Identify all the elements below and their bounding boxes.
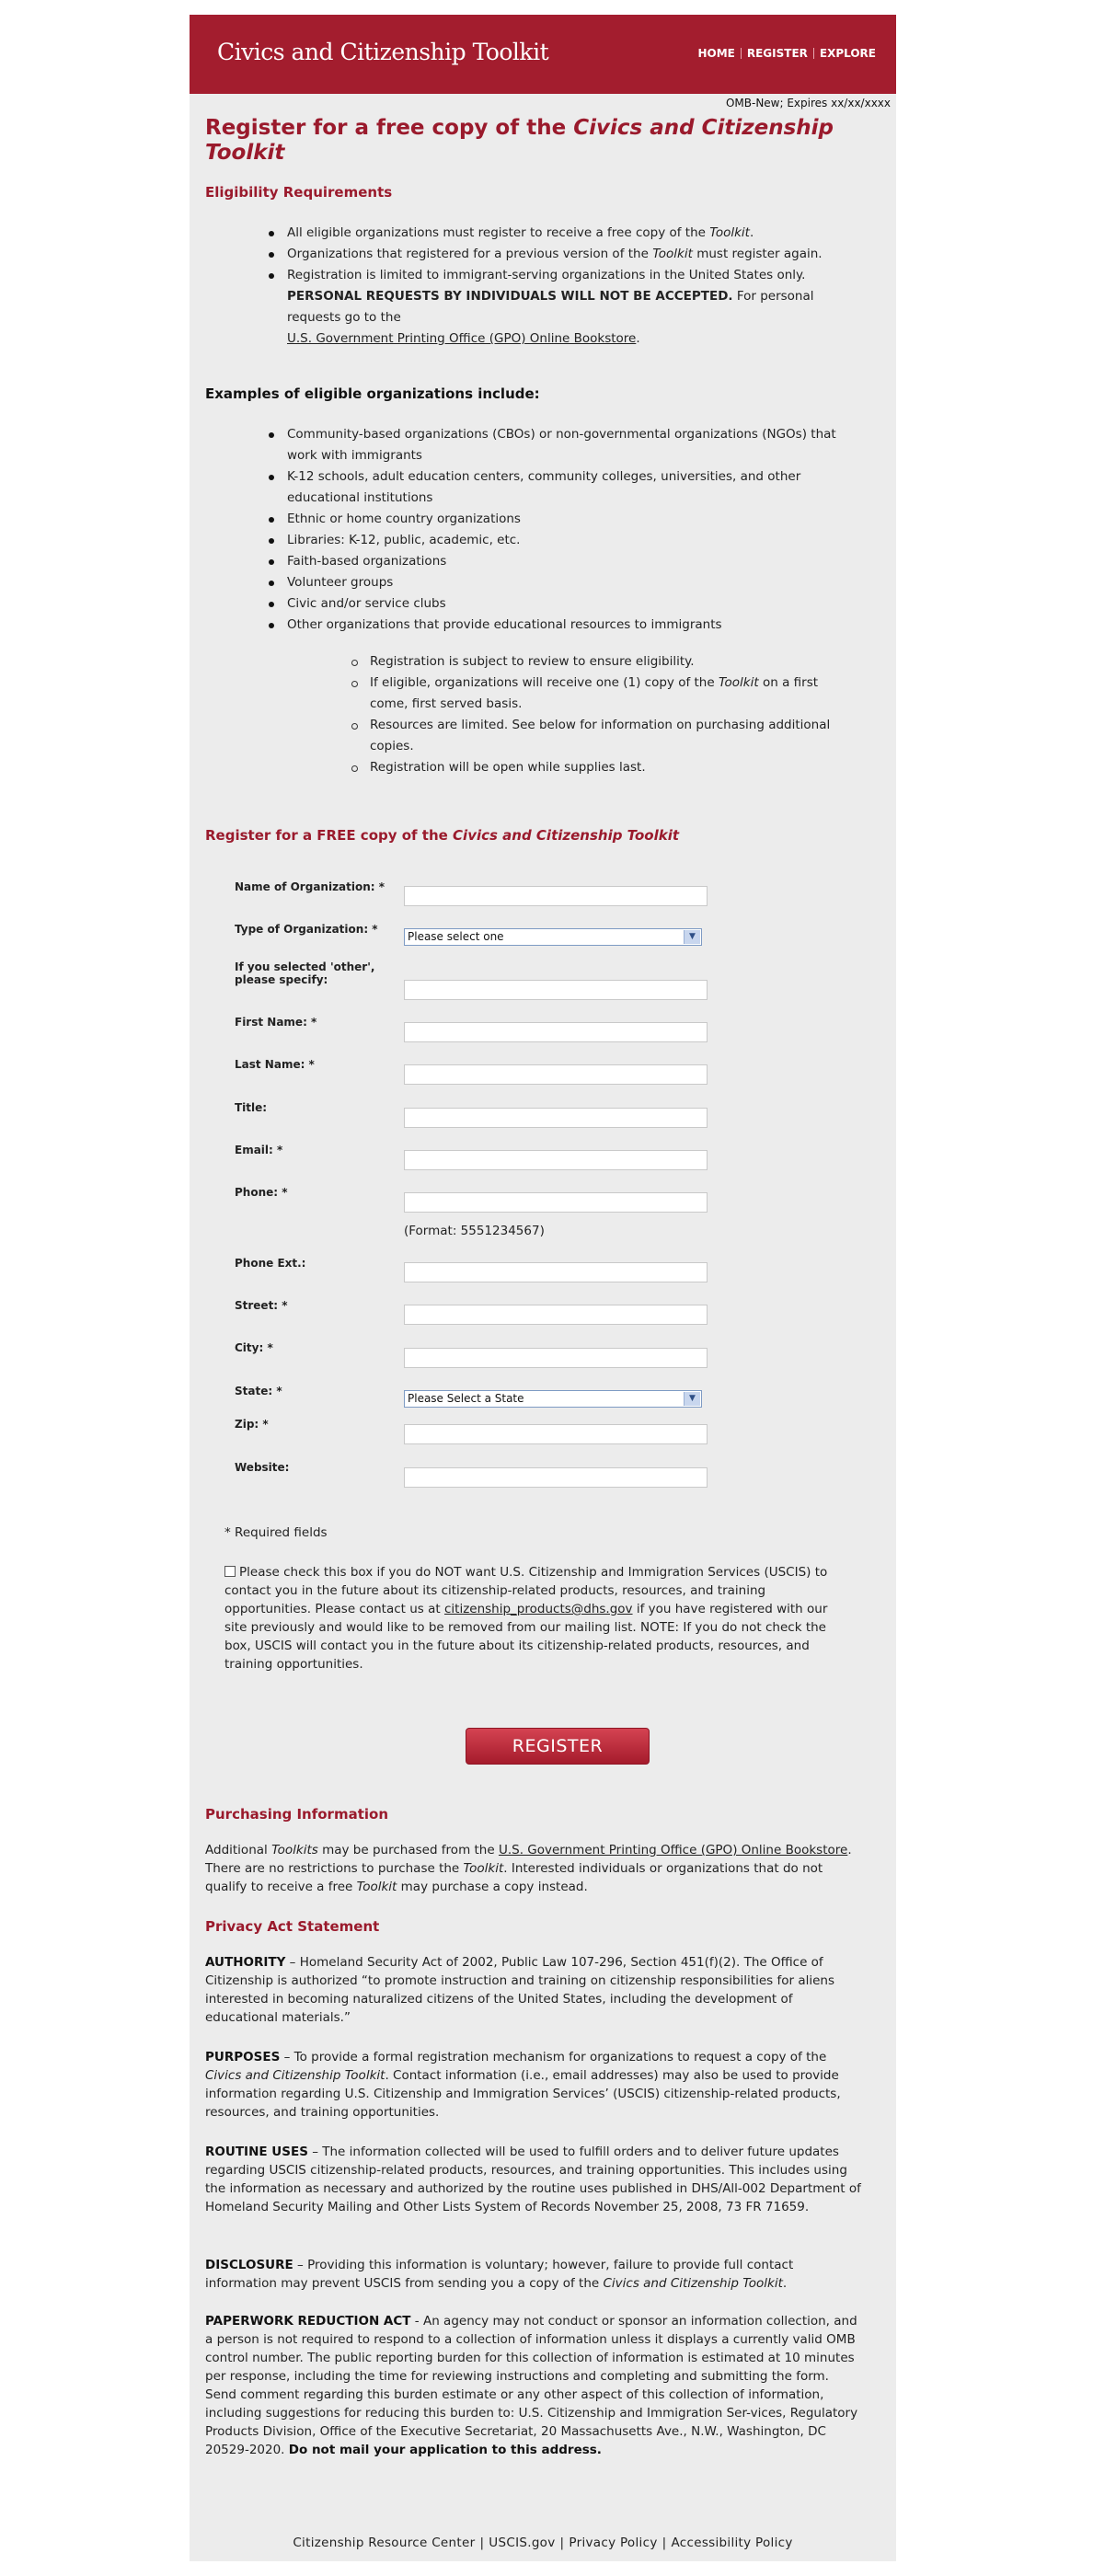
nav-register[interactable]: REGISTER (746, 47, 808, 60)
footer-link-accessibility[interactable]: Accessibility Policy (671, 2536, 793, 2550)
omb-notice: OMB-New; Expires xx/xx/xxxx (725, 97, 891, 109)
page-container (190, 15, 896, 2561)
footer-links: Citizenship Resource Center | USCIS.gov | Privacy Policy | Accessibility Policy (293, 2536, 793, 2550)
eligibility-list (287, 223, 848, 350)
list-item: Organizations that registered for a previous version of the Toolkit must register again. (287, 244, 848, 265)
last-name-input[interactable] (404, 1064, 708, 1085)
nav-explore[interactable]: EXPLORE (819, 47, 876, 60)
contact-email-link[interactable]: citizenship_products@dhs.gov (443, 1602, 633, 1616)
purchasing-heading: Purchasing Information (205, 1806, 389, 1823)
first-name-label: First Name: * (235, 1016, 317, 1029)
email-field[interactable] (404, 1150, 708, 1170)
state-label: State: * (235, 1385, 282, 1397)
list-item: K-12 schools, adult education centers, community colleges, universities, and other educational institutions (287, 466, 839, 509)
city-input[interactable] (404, 1348, 708, 1368)
first-name-input[interactable] (404, 1022, 708, 1042)
chevron-down-icon: ▼ (684, 1392, 700, 1406)
city-label: City: * (235, 1341, 273, 1354)
list-item: Libraries: K-12, public, academic, etc. (287, 530, 839, 551)
title-input[interactable] (404, 1108, 708, 1128)
phone-input[interactable] (404, 1192, 708, 1213)
register-button[interactable]: REGISTER (466, 1728, 650, 1765)
zip-label: Zip: * (235, 1418, 269, 1431)
examples-list (287, 424, 839, 636)
disclosure-text: DISCLOSURE – Providing this information is voluntary; however, failure to provide full contact information may prevent USCIS from sending you a copy of the Civics and Citizenship Toolkit. (205, 2258, 794, 2291)
routine-uses-text: ROUTINE USES – The information collected will be used to fulfill orders and to deliver future updates regarding USCIS citizenship-related products, resources, and training opportunities. This includes using the information as necessary and authorized by the routine uses published in DHS/All-002 Department of Homeland Security Mailing and Other Lists System of Records November 25, 2008, 73 FR 71659. (205, 2145, 861, 2214)
page-title: Register for a free copy of the Civics and Citizenship Toolkit (205, 116, 834, 165)
org-type-label: Type of Organization: * (235, 923, 378, 936)
eligibility-notes-list (370, 651, 848, 778)
examples-heading: Examples of eligible organizations include: (205, 385, 540, 402)
org-name-label: Name of Organization: * (235, 880, 385, 893)
phone-ext-label: Phone Ext.: (235, 1257, 306, 1270)
list-item: If eligible, organizations will receive one (1) copy of the Toolkit on a first come, first served basis. (370, 673, 848, 715)
org-type-select[interactable]: Please select one ▼ (404, 928, 702, 946)
list-item: Ethnic or home country organizations (287, 509, 839, 530)
other-specify-label: If you selected 'other', please specify: (235, 960, 375, 986)
phone-format-hint: (Format: 5551234567) (404, 1224, 545, 1238)
website-input[interactable] (404, 1467, 708, 1488)
title-label: Title: (235, 1101, 268, 1114)
state-select[interactable]: Please Select a State ▼ (404, 1390, 702, 1408)
authority-text: AUTHORITY – Homeland Security Act of 2002, Public Law 107-296, Section 451(f)(2). The Office of Citizenship is authorized “to promote instruction and training on citizenship responsibilities for aliens interested in becoming naturalized citizens of the United States, including the development of educational materials.” (205, 1955, 835, 2025)
street-label: Street: * (235, 1299, 288, 1312)
top-nav (692, 47, 881, 60)
list-item: All eligible organizations must register to receive a free copy of the Toolkit. (287, 223, 848, 244)
form-heading: Register for a FREE copy of the Civics and Citizenship Toolkit (205, 827, 680, 844)
eligibility-heading: Eligibility Requirements (205, 184, 393, 201)
org-name-input[interactable] (404, 886, 708, 906)
privacy-heading: Privacy Act Statement (205, 1918, 380, 1935)
website-label: Website: (235, 1461, 290, 1474)
gpo-bookstore-link[interactable]: U.S. Government Printing Office (GPO) Online Bookstore (498, 1843, 848, 1857)
required-fields-note: * Required fields (224, 1525, 328, 1540)
email-label: Email: * (235, 1144, 283, 1156)
street-input[interactable] (404, 1305, 708, 1325)
paperwork-text: PAPERWORK REDUCTION ACT - An agency may not conduct or sponsor an information collection, and a person is not required to respond to a collection of information unless it displays a currently valid OMB control number. The public reporting burden for this collection of information is estimated at 10 minutes per response, including the time for reviewing instructions and completing and submitting the form. Send comment regarding this burden estimate or any other aspect of this collection of information, including suggestions for reducing this burden to: U.S. Citizenship and Immigration Ser-vices, Regulatory Products Division, Office of the Executive Secretariat, 20 Massachusetts Ave., N.W., Washington, DC 20529-2020. Do not mail your application to this address. (205, 2314, 858, 2457)
purchasing-text: Additional Toolkits may be purchased from the U.S. Government Printing Office (GPO) Online Bookstore. There are no restrictions to purchase the Toolkit. Interested individuals or organizations that do not qualify to receive a free Toolkit may purchase a copy instead. (205, 1843, 852, 1894)
site-logo[interactable]: Civics and Citizenship Toolkit (217, 39, 549, 65)
list-item: Faith-based organizations (287, 551, 839, 572)
optout-checkbox[interactable] (224, 1566, 236, 1577)
list-item: Volunteer groups (287, 572, 839, 593)
last-name-label: Last Name: * (235, 1058, 315, 1071)
list-item: Registration will be open while supplies last. (370, 757, 848, 778)
list-item: Other organizations that provide educational resources to immigrants (287, 615, 839, 636)
other-specify-input[interactable] (404, 980, 708, 1000)
nav-home[interactable]: HOME (697, 47, 735, 60)
list-item: Civic and/or service clubs (287, 593, 839, 615)
list-item: Resources are limited. See below for information on purchasing additional copies. (370, 715, 848, 757)
list-item: Registration is subject to review to ensure eligibility. (370, 651, 848, 673)
zip-input[interactable] (404, 1424, 708, 1444)
list-item: Registration is limited to immigrant-serving organizations in the United States only. PERSONAL REQUESTS BY INDIVIDUALS WILL NOT BE ACCEPTED. For personal requests go to the U.S. Government Printing Office (GPO) Online Bookstore. (287, 265, 848, 350)
footer-link-uscis[interactable]: USCIS.gov (489, 2536, 556, 2550)
footer-link-resource-center[interactable]: Citizenship Resource Center (293, 2536, 476, 2550)
list-item: Community-based organizations (CBOs) or non-governmental organizations (NGOs) that work with immigrants (287, 424, 839, 466)
purposes-text: PURPOSES – To provide a formal registration mechanism for organizations to request a copy of the Civics and Citizenship Toolkit. Contact information (i.e., email addresses) may also be used to provide information regarding U.S. Citizenship and Immigration Services’ (USCIS) citizenship-related products, resources, and training opportunities. (205, 2050, 841, 2120)
phone-label: Phone: * (235, 1186, 288, 1199)
chevron-down-icon: ▼ (684, 930, 700, 944)
optout-text: Please check this box if you do NOT want U.S. Citizenship and Immigration Services (USCIS) to contact you in the future about its citizenship-related products, resources, and training opportunities. Please contact us at citizenship_products@dhs.gov if you have registered with our site previously and would like to be removed from our mailing list. NOTE: If you do not check the box, USCIS will contact you in the future about its citizenship-related products, resources, and training opportunities. (224, 1565, 828, 1672)
phone-ext-input[interactable] (404, 1262, 708, 1282)
footer-link-privacy[interactable]: Privacy Policy (569, 2536, 658, 2550)
gpo-bookstore-link[interactable]: U.S. Government Printing Office (GPO) Online Bookstore (287, 331, 637, 346)
header-banner (190, 15, 896, 94)
